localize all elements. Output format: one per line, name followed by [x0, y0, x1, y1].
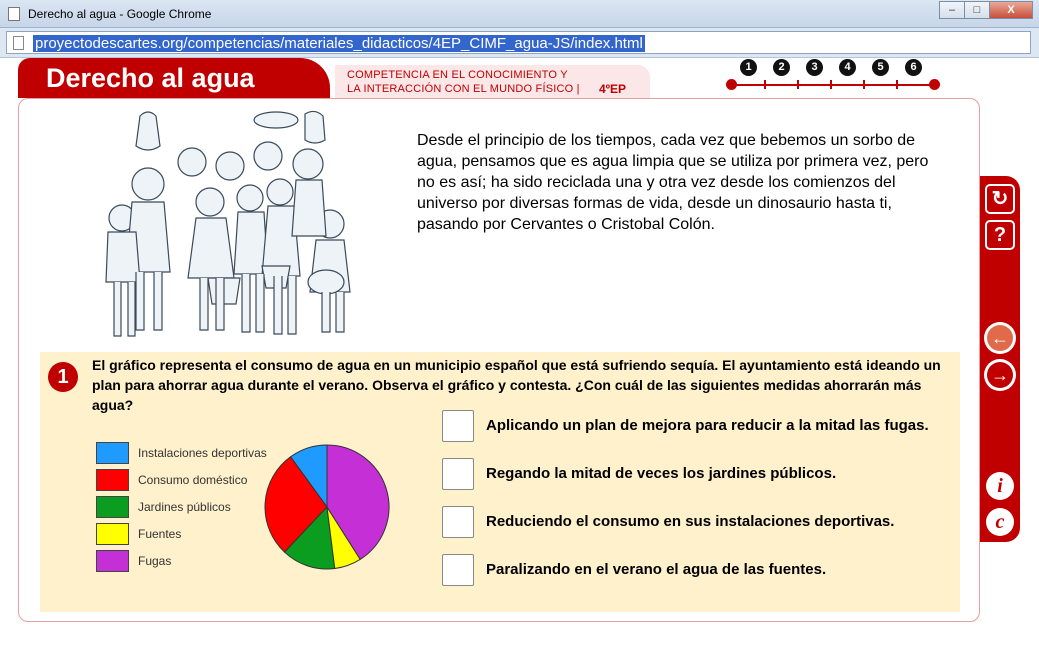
- step-line: [732, 84, 934, 86]
- arrow-left-icon: ←: [987, 325, 1013, 351]
- legend-swatch: [96, 496, 129, 518]
- legend-label: Fuentes: [138, 527, 182, 541]
- answer-checkbox-4[interactable]: [442, 554, 474, 586]
- step-tick: [830, 80, 832, 89]
- answer-option-2[interactable]: [442, 458, 962, 492]
- maximize-icon[interactable]: □: [964, 1, 990, 19]
- window-title: Derecho al agua - Google Chrome: [28, 7, 212, 21]
- legend-label: Fugas: [138, 554, 172, 568]
- answer-checkbox-3[interactable]: [442, 506, 474, 538]
- side-toolbar: [980, 176, 1020, 542]
- answer-label-1[interactable]: Aplicando un plan de mejora para reducir a la mitad las fugas.: [486, 417, 929, 434]
- legend-swatch: [96, 523, 129, 545]
- legend-label: Instalaciones deportivas: [138, 446, 267, 460]
- step-tick: [797, 80, 799, 89]
- step-6[interactable]: 6: [905, 59, 922, 76]
- minimize-icon[interactable]: –: [939, 1, 965, 19]
- document-icon: [13, 36, 24, 50]
- credits-button[interactable]: c: [986, 508, 1014, 536]
- legend-swatch: [96, 442, 129, 464]
- question-panel: [40, 352, 960, 612]
- address-bar: [0, 28, 1039, 58]
- window-titlebar: [0, 0, 1039, 28]
- step-2[interactable]: 2: [773, 59, 790, 76]
- close-button[interactable]: X: [989, 1, 1033, 19]
- step-end-dot: [929, 79, 940, 90]
- grade-label: 4ºEP: [599, 82, 627, 96]
- question-number-badge: 1: [48, 362, 78, 392]
- competence-line-1: COMPETENCIA EN EL CONOCIMIENTO Y: [347, 69, 568, 81]
- url-text[interactable]: proyectodescartes.org/competencias/materiales_didacticos/4EP_CIMF_agua-JS/index.html: [35, 35, 643, 52]
- competence-banner: [335, 65, 650, 98]
- children-water-illustration: [100, 106, 356, 346]
- legend-swatch: [96, 550, 129, 572]
- page-viewport: [0, 58, 1039, 665]
- answer-option-4[interactable]: [442, 554, 962, 588]
- legend-swatch: [96, 469, 129, 491]
- step-5[interactable]: 5: [872, 59, 889, 76]
- step-1[interactable]: 1: [740, 59, 757, 76]
- legend-label: Jardines públicos: [138, 500, 231, 514]
- page-title: Derecho al agua: [46, 63, 255, 93]
- arrow-right-icon: →: [987, 362, 1013, 388]
- back-button[interactable]: [984, 322, 1016, 354]
- answer-label-2[interactable]: Regando la mitad de veces los jardines públicos.: [486, 465, 837, 482]
- water-usage-pie-chart: [262, 442, 392, 572]
- step-tick: [896, 80, 898, 89]
- step-tick: [863, 80, 865, 89]
- answer-option-3[interactable]: [442, 506, 962, 540]
- url-field[interactable]: [6, 31, 1031, 54]
- page-icon: [8, 7, 20, 21]
- answer-label-4[interactable]: Paralizando en el verano el agua de las fuentes.: [486, 561, 827, 578]
- step-start-dot: [726, 79, 737, 90]
- answer-checkbox-1[interactable]: [442, 410, 474, 442]
- intro-paragraph: Desde el principio de los tiempos, cada vez que bebemos un sorbo de agua, pensamos que es agua limpia que se utiliza por primera vez, pero no es así; ha sido reciclada una y otra vez desde los comienzos del universo por diversas formas de vida, desde un dinosaurio hasta ti, pasando por Cervantes o Cristobal Colón.: [417, 132, 929, 233]
- answer-label-3[interactable]: Reduciendo el consumo en sus instalaciones deportivas.: [486, 513, 895, 530]
- next-button[interactable]: [984, 359, 1016, 391]
- info-button[interactable]: i: [986, 472, 1014, 500]
- step-3[interactable]: 3: [806, 59, 823, 76]
- competence-line-2: LA INTERACCIÓN CON EL MUNDO FÍSICO |: [347, 83, 580, 95]
- step-tick: [764, 80, 766, 89]
- answer-checkbox-2[interactable]: [442, 458, 474, 490]
- step-4[interactable]: 4: [839, 59, 856, 76]
- legend-label: Consumo doméstico: [138, 473, 248, 487]
- answer-option-1[interactable]: [442, 410, 962, 444]
- reload-icon[interactable]: ↻: [985, 184, 1015, 214]
- question-text: El gráfico representa el consumo de agua en un municipio español que está sufriendo sequía. El ayuntamiento está ideando un plan para ahorrar agua durante el verano. Observa el gráfico y contesta. ¿Con cuál de las siguientes medidas ahorrarán más agua?: [92, 357, 941, 413]
- help-button[interactable]: ?: [985, 220, 1015, 250]
- step-progress: [724, 58, 944, 94]
